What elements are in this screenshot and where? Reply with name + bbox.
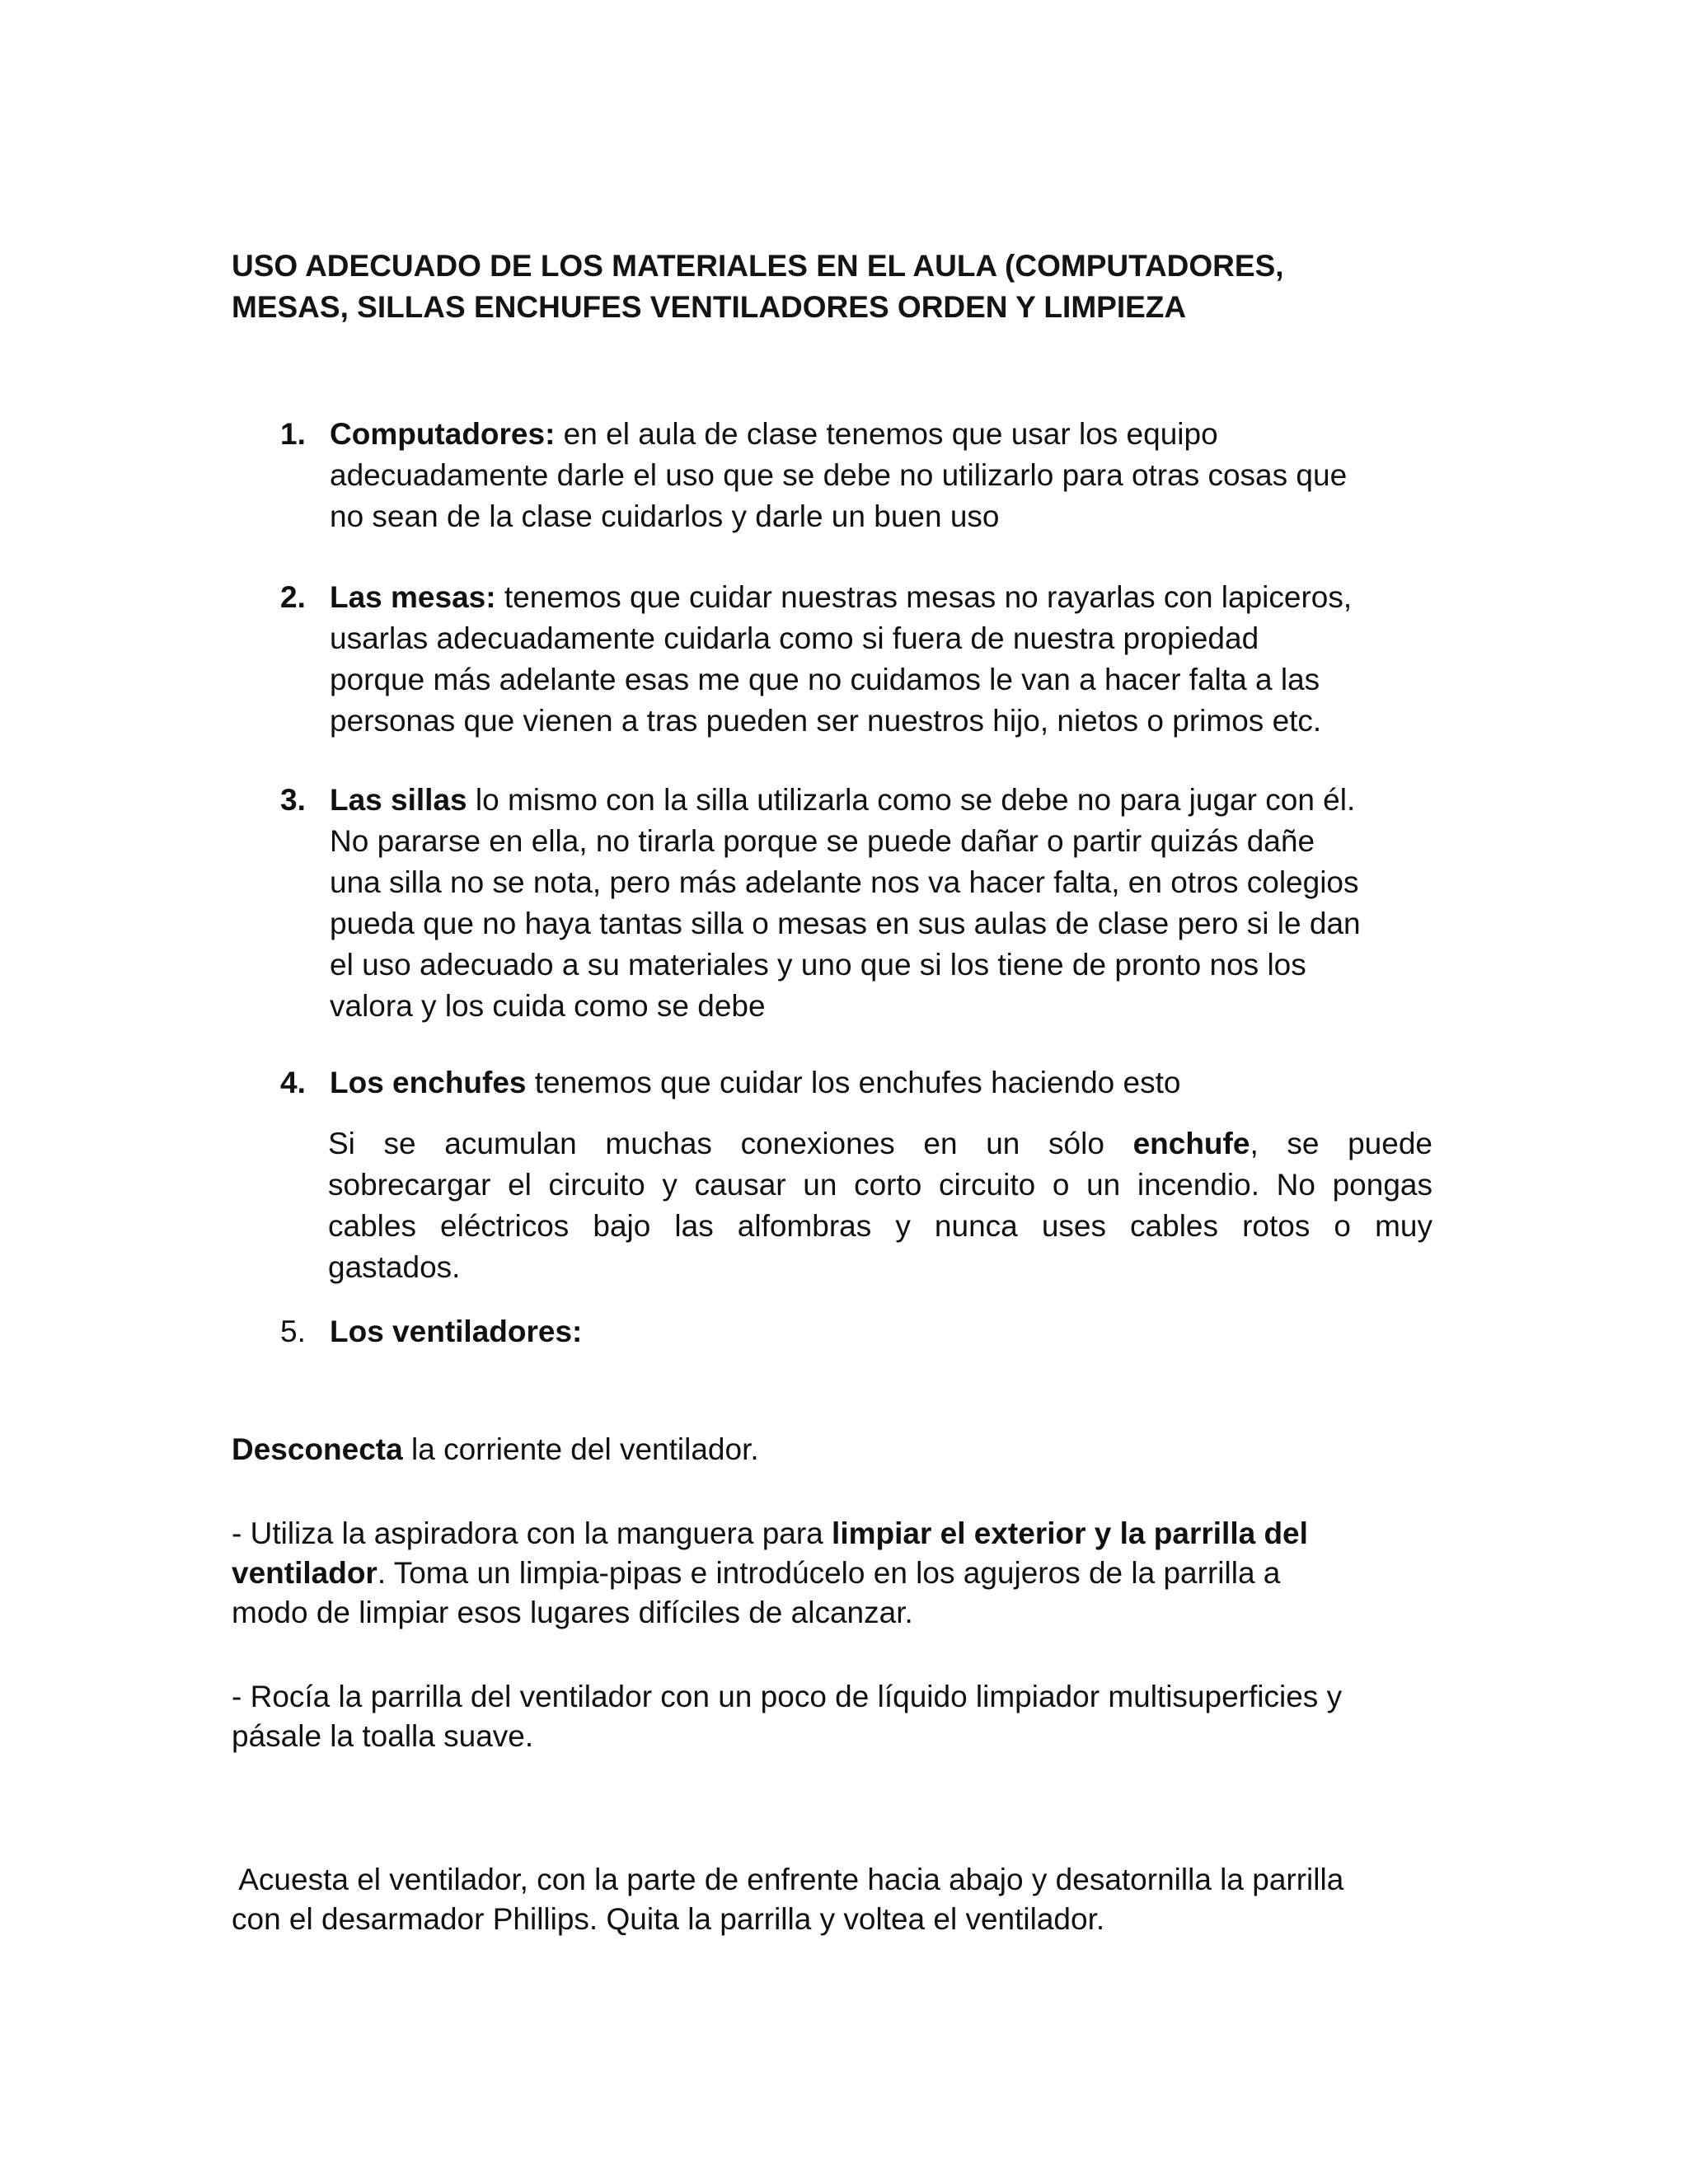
list-number: 5.	[280, 1315, 306, 1348]
paragraph-aspiradora	[232, 1514, 1451, 1633]
detail-text: , se puede	[1250, 1127, 1432, 1160]
paragraph-text: . Toma un limpia-pipas e introdúcelo en los agujeros de la parrilla a	[377, 1556, 1281, 1590]
list-text: adecuadamente darle el uso que se debe no utilizarlo para otras cosas que	[330, 458, 1348, 492]
list-text: una silla no se nota, pero más adelante nos va hacer falta, en otros colegios	[330, 865, 1359, 899]
paragraph-rocia	[232, 1677, 1451, 1756]
detail-text: gastados.	[328, 1250, 461, 1284]
list-heading: Los enchufes	[330, 1066, 527, 1099]
detail-bold: enchufe	[1132, 1127, 1250, 1160]
document-title	[232, 246, 1468, 328]
list-number: 4.	[280, 1066, 306, 1099]
list-number: 2.	[280, 580, 306, 614]
list-text: el uso adecuado a su materiales y uno que si los tiene de pronto nos los	[330, 948, 1306, 982]
paragraph-text: pásale la toalla suave.	[232, 1719, 534, 1753]
list-text: pueda que no haya tantas silla o mesas en sus aulas de clase pero si le dan	[330, 907, 1361, 940]
paragraph-acuesta	[232, 1860, 1451, 1939]
list-number: 1.	[280, 417, 306, 451]
paragraph-text: - Rocía la parrilla del ventilador con un poco de líquido limpiador multisuperficies y	[232, 1680, 1343, 1713]
list-heading: Computadores:	[330, 417, 556, 451]
list-text: porque más adelante esas me que no cuidamos le van a hacer falta a las	[330, 663, 1320, 696]
paragraph-bold: ventilador	[232, 1556, 377, 1590]
paragraph-bold: limpiar el exterior y la parrilla del	[832, 1516, 1308, 1550]
list-text: lo mismo con la silla utilizarla como se debe no para jugar con él.	[467, 783, 1356, 817]
paragraph-text: Acuesta el ventilador, con la parte de enfrente hacia abajo y desatornilla la parrilla	[232, 1863, 1344, 1896]
detail-text: sobrecargar el circuito y causar un corto circuito o un incendio. No pongas	[328, 1168, 1432, 1202]
list-text: tenemos que cuidar nuestras mesas no rayarlas con lapiceros,	[495, 580, 1353, 614]
list-text: tenemos que cuidar los enchufes haciendo esto	[526, 1066, 1181, 1099]
list-heading: Las mesas:	[330, 580, 496, 614]
paragraph-text: modo de limpiar esos lugares difíciles de alcanzar.	[232, 1596, 913, 1629]
list-text: usarlas adecuadamente cuidarla como si fuera de nuestra propiedad	[330, 621, 1259, 655]
title-line-2: MESAS, SILLAS ENCHUFES VENTILADORES ORDEN Y LIMPIEZA	[232, 290, 1187, 324]
list-text: No pararse en ella, no tirarla porque se puede dañar o partir quizás dañe	[330, 824, 1315, 858]
list-text: valora y los cuida como se debe	[330, 989, 766, 1023]
enchufes-detail	[328, 1123, 1432, 1288]
paragraph-bold: Desconecta	[232, 1432, 403, 1466]
list-number: 3.	[280, 783, 306, 817]
list-heading: Los ventiladores:	[330, 1315, 583, 1348]
detail-text: cables eléctricos bajo las alfombras y nunca uses cables rotos o muy	[328, 1209, 1432, 1243]
detail-text: Si se acumulan muchas conexiones en un sólo	[328, 1127, 1133, 1160]
list-text: personas que vienen a tras pueden ser nuestros hijo, nietos o primos etc.	[330, 704, 1322, 738]
paragraph-desconecta	[232, 1430, 1451, 1469]
list-text: en el aula de clase tenemos que usar los equipo	[555, 417, 1218, 451]
list-text: no sean de la clase cuidarlos y darle un buen uso	[330, 499, 1000, 533]
paragraph-text: la corriente del ventilador.	[402, 1432, 759, 1466]
list-heading: Las sillas	[330, 783, 467, 817]
paragraph-text: con el desarmador Phillips. Quita la parrilla y voltea el ventilador.	[232, 1902, 1105, 1936]
title-line-1: USO ADECUADO DE LOS MATERIALES EN EL AULA (COMPUTADORES,	[232, 249, 1284, 283]
paragraph-text: - Utiliza la aspiradora con la manguera para	[232, 1516, 832, 1550]
